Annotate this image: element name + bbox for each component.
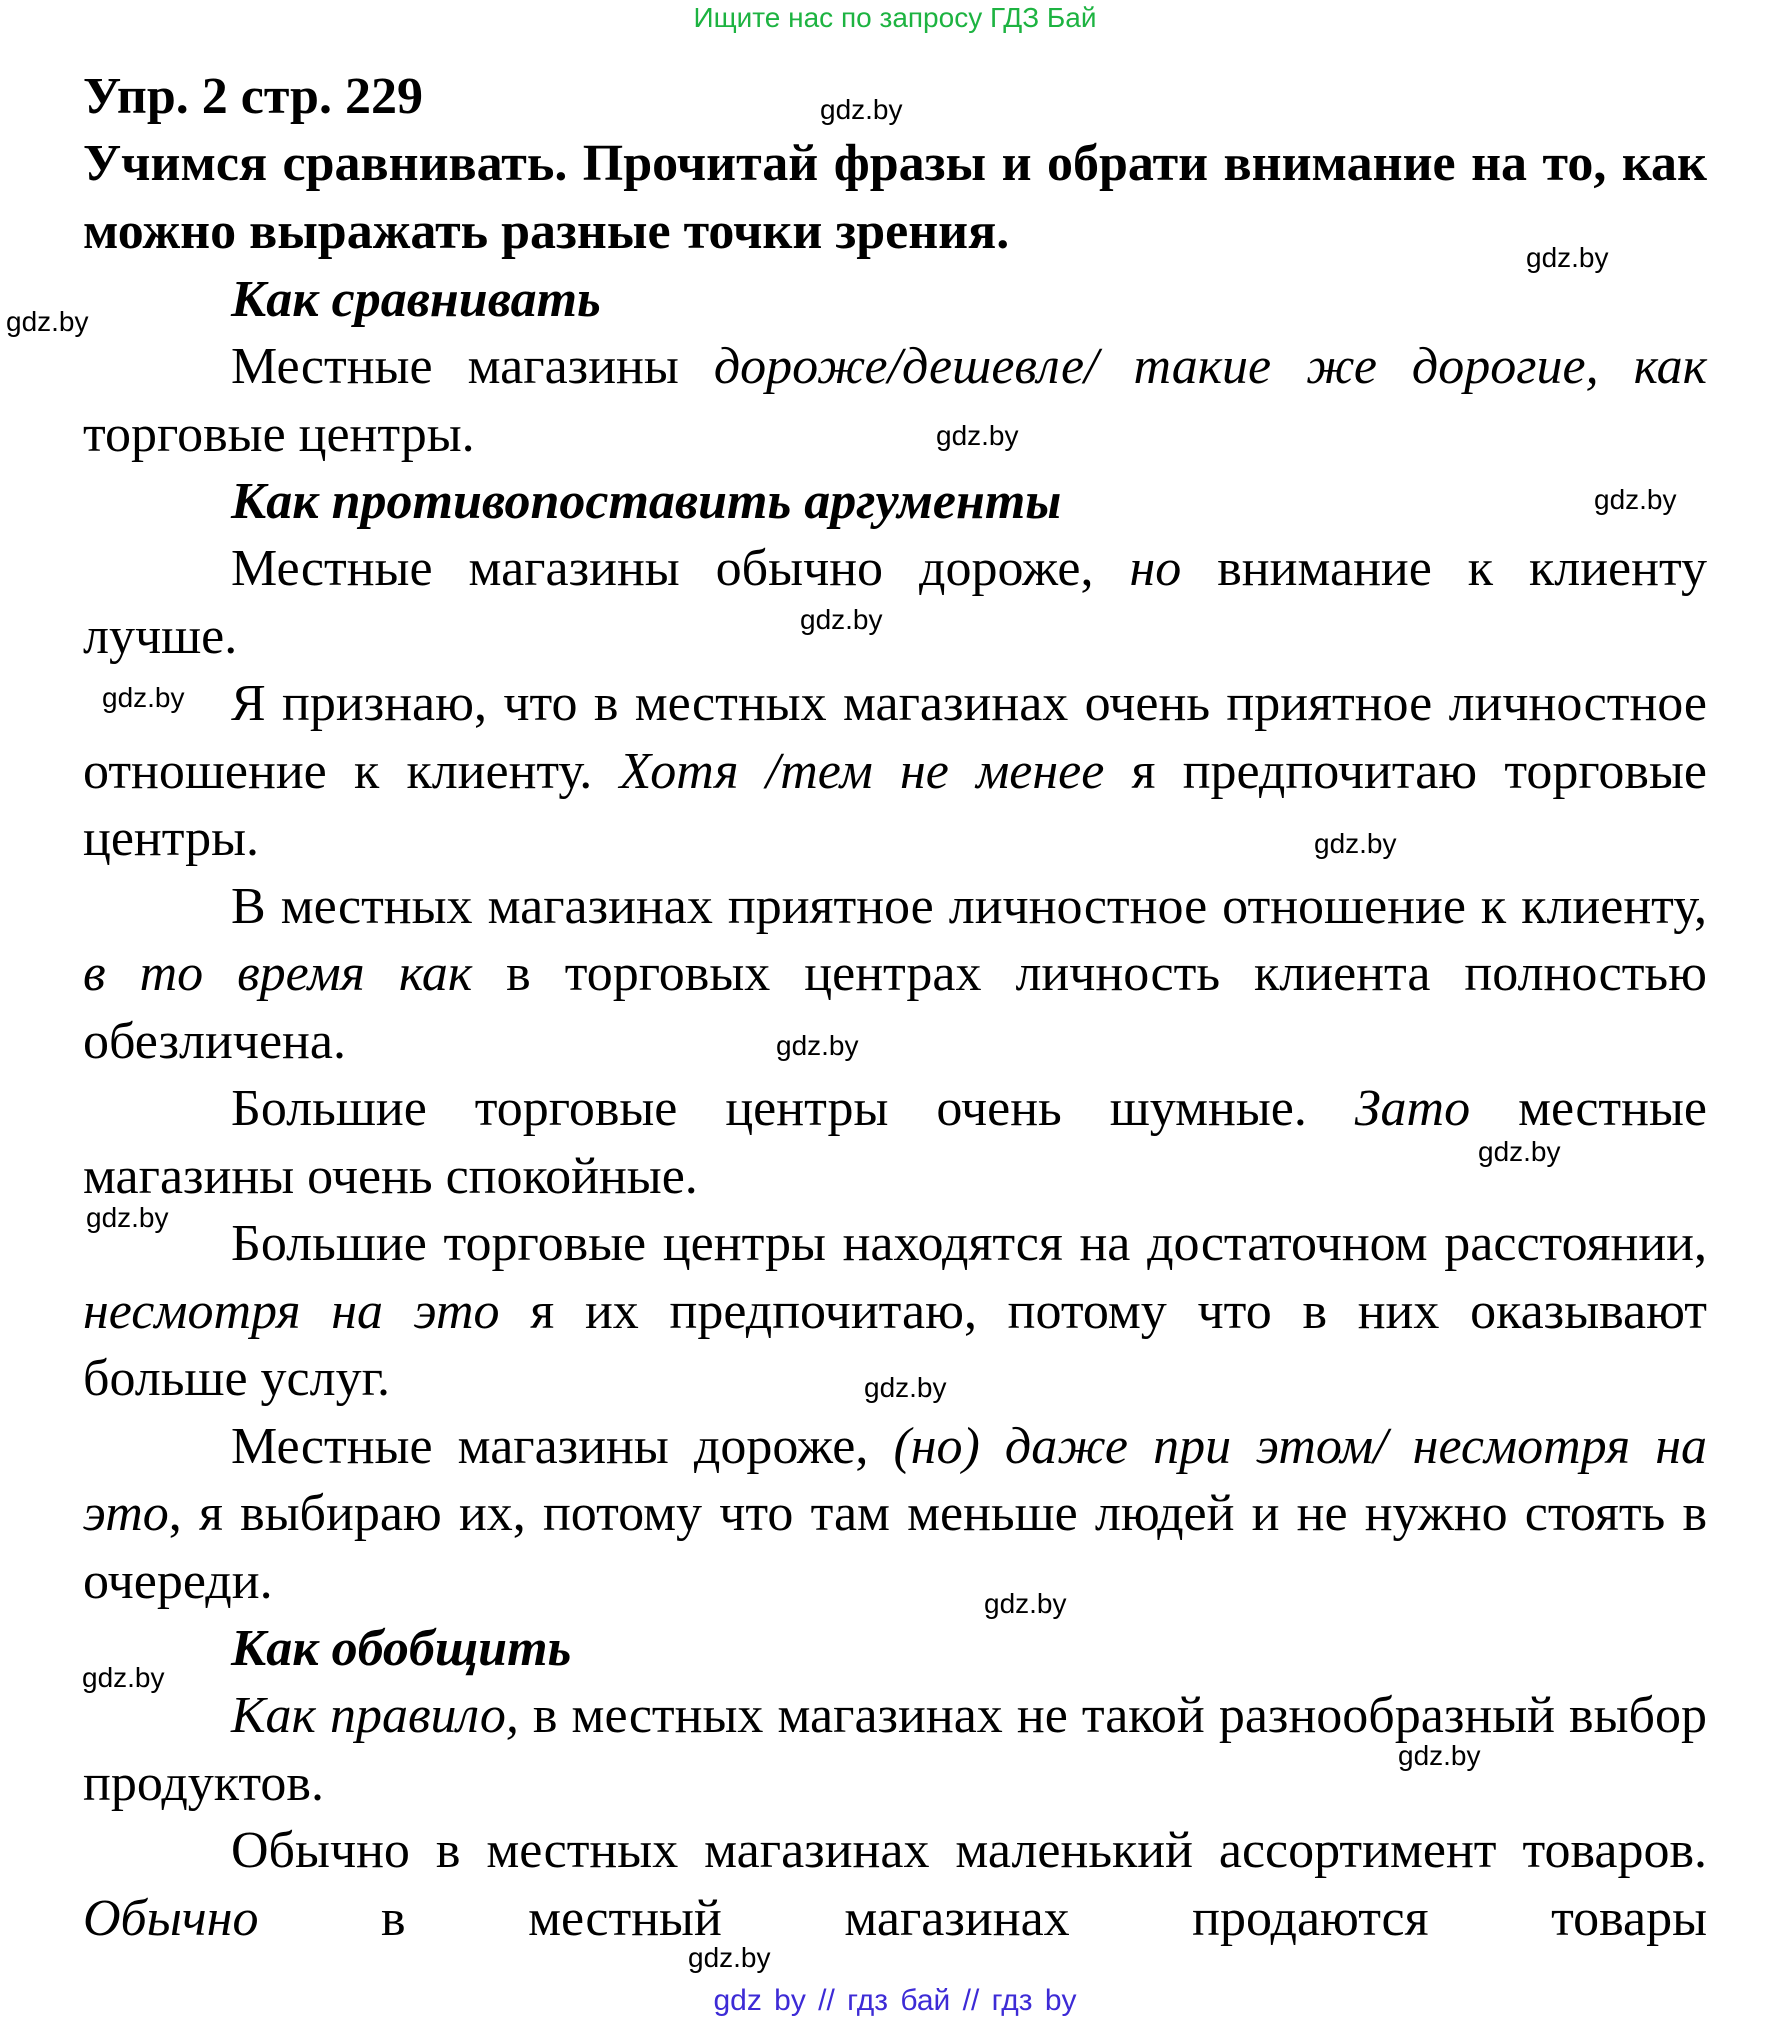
heading-contrast: Как противопоставить аргументы — [231, 473, 1062, 530]
watermark: gdz.by — [820, 94, 903, 125]
watermark: gdz.by — [86, 1202, 169, 1233]
watermark: gdz.by — [864, 1372, 947, 1403]
watermark: gdz.by — [6, 306, 89, 337]
watermark: gdz.by — [1314, 828, 1397, 859]
watermark: gdz.by — [776, 1030, 859, 1061]
watermark: gdz.by — [1594, 484, 1677, 515]
paragraph: Обычно в местных магазинах маленький ассортимент товаров. Обычно в местный магазинах продаются товары — [83, 1822, 1707, 1947]
watermark: gdz.by — [1526, 242, 1609, 273]
watermark: gdz.by — [82, 1662, 165, 1693]
watermark: gdz.by — [984, 1588, 1067, 1619]
paragraph: Местные магазины дороже/дешевле/ такие же дорогие, как торговые центры. — [83, 338, 1707, 463]
exercise-content — [83, 64, 1707, 1952]
exercise-instruction: Учимся сравнивать. Прочитай фразы и обрати внимание на то, как можно выражать разные точки зрения. — [83, 135, 1707, 260]
paragraph: В местных магазинах приятное личностное отношение к клиенту, в то время как в торговых центрах личность клиента полностью обезличена. — [83, 877, 1707, 1070]
paragraph: Большие торговые центры находятся на достаточном расстоянии, несмотря на это я их предпочитаю, потому что в них оказывают больше услуг. — [83, 1215, 1707, 1407]
exercise-title: Упр. 2 стр. 229 — [83, 68, 423, 125]
watermark: gdz.by — [1478, 1136, 1561, 1167]
top-banner: Ищите нас по запросу ГДЗ Бай — [693, 2, 1097, 33]
watermark: gdz.by — [1398, 1740, 1481, 1771]
paragraph: Большие торговые центры очень шумные. Зато местные магазины очень спокойные. — [83, 1080, 1707, 1205]
watermark: gdz.by — [936, 420, 1019, 451]
paragraph: Я признаю, что в местных магазинах очень приятное личностное отношение к клиенту. Хотя /тем не менее я предпочитаю торговые центры. — [83, 675, 1707, 867]
footer-links: gdz by // гдз бай // гдз by — [713, 1984, 1077, 2017]
heading-generalize: Как обобщить — [231, 1620, 572, 1677]
paragraph: Местные магазины обычно дороже, но внимание к клиенту лучше. — [83, 540, 1708, 665]
paragraph: Местные магазины дороже, (но) даже при этом/ несмотря на это, я выбираю их, потому что там меньше людей и не нужно стоять в очереди. — [83, 1417, 1707, 1610]
watermark: gdz.by — [800, 604, 883, 635]
paragraph: Как правило, в местных магазинах не такой разнообразный выбор продуктов. — [83, 1687, 1707, 1812]
heading-compare: Как сравнивать — [231, 271, 601, 328]
watermark: gdz.by — [102, 682, 185, 713]
watermark: gdz.by — [688, 1942, 771, 1973]
